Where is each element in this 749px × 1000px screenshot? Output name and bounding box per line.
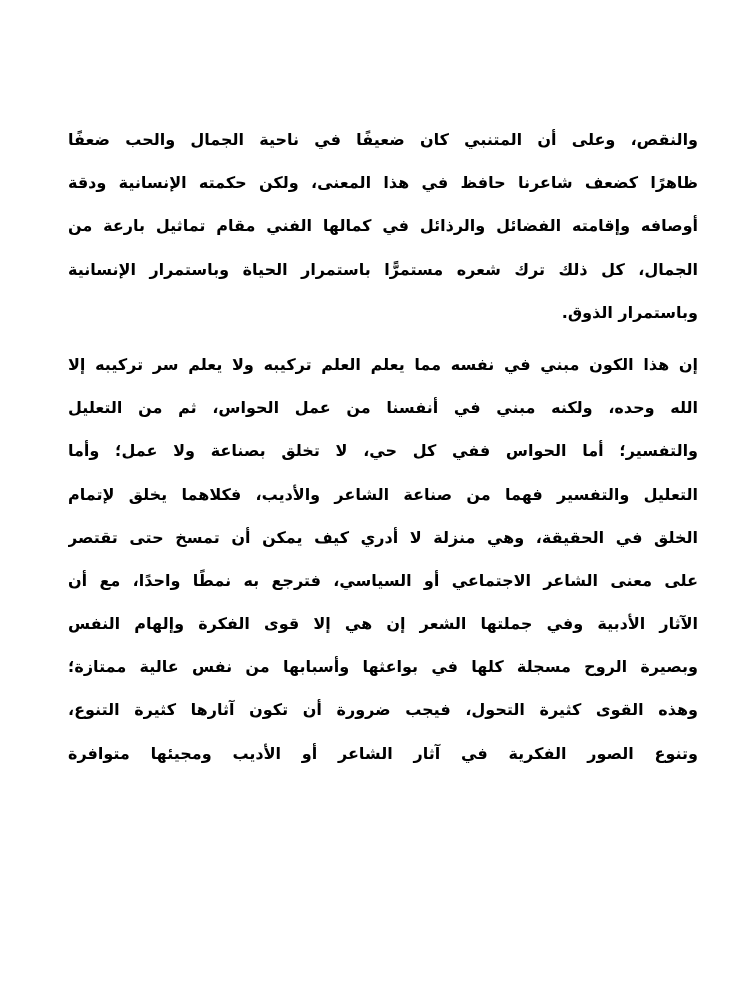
- document-body: [68, 118, 698, 775]
- text-line: الله وحده، ولكنه مبني في أنفسنا من عمل الحواس، ثم من التعليل: [68, 398, 698, 418]
- text-line: التعليل والتفسير فهما من صناعة الشاعر والأديب، فكلاهما يخلق لإتمام: [68, 484, 698, 504]
- text-line: والتفسير؛ أما الحواس ففي كل حي، لا تخلق بصناعة ولا عمل؛ وأما: [68, 441, 698, 461]
- paragraph-spacer: [68, 334, 698, 343]
- text-line: ظاهرًا كضعف شاعرنا حافظ في هذا المعنى، ولكن حكمته الإنسانية ودقة: [68, 173, 698, 193]
- paragraph-2: [68, 343, 698, 775]
- text-line: وباستمرار الذوق.: [561, 302, 698, 322]
- text-line: وتنوع الصور الفكرية في آثار الشاعر أو الأديب ومجيئها متوافرة: [68, 743, 698, 763]
- text-line: الخلق في الحقيقة، وهي منزلة لا أدري كيف يمكن أن تمسخ حتى تقتصر: [68, 527, 698, 547]
- text-line: والنقص، وعلى أن المتنبي كان ضعيفًا في ناحية الجمال والحب ضعفًا: [68, 130, 698, 149]
- text-line: إن هذا الكون مبني في نفسه مما يعلم العلم تركيبه ولا يعلم سر تركيبه إلا: [68, 354, 698, 374]
- text-line: وهذه القوى كثيرة التحول، فيجب ضرورة أن تكون آثارها كثيرة التنوع،: [68, 700, 698, 720]
- text-line: الجمال، كل ذلك ترك شعره مستمرًّا باستمرار الحياة وباستمرار الإنسانية: [68, 259, 698, 279]
- text-line: على معنى الشاعر الاجتماعي أو السياسي، فترجع به نمطًا واحدًا، مع أن: [68, 570, 698, 590]
- text-line: أوصافه وإقامته الفضائل والرذائل في كمالها الفني مقام تماثيل بارعة من: [68, 216, 698, 236]
- text-line: الآثار الأدبية وفي جملتها الشعر إن هي إلا قوى الفكرة وإلهام النفس: [68, 614, 698, 634]
- text-line: وبصيرة الروح مسجلة كلها في بواعثها وأسبابها من نفس عالية ممتازة؛: [68, 657, 698, 677]
- paragraph-1: [68, 118, 698, 334]
